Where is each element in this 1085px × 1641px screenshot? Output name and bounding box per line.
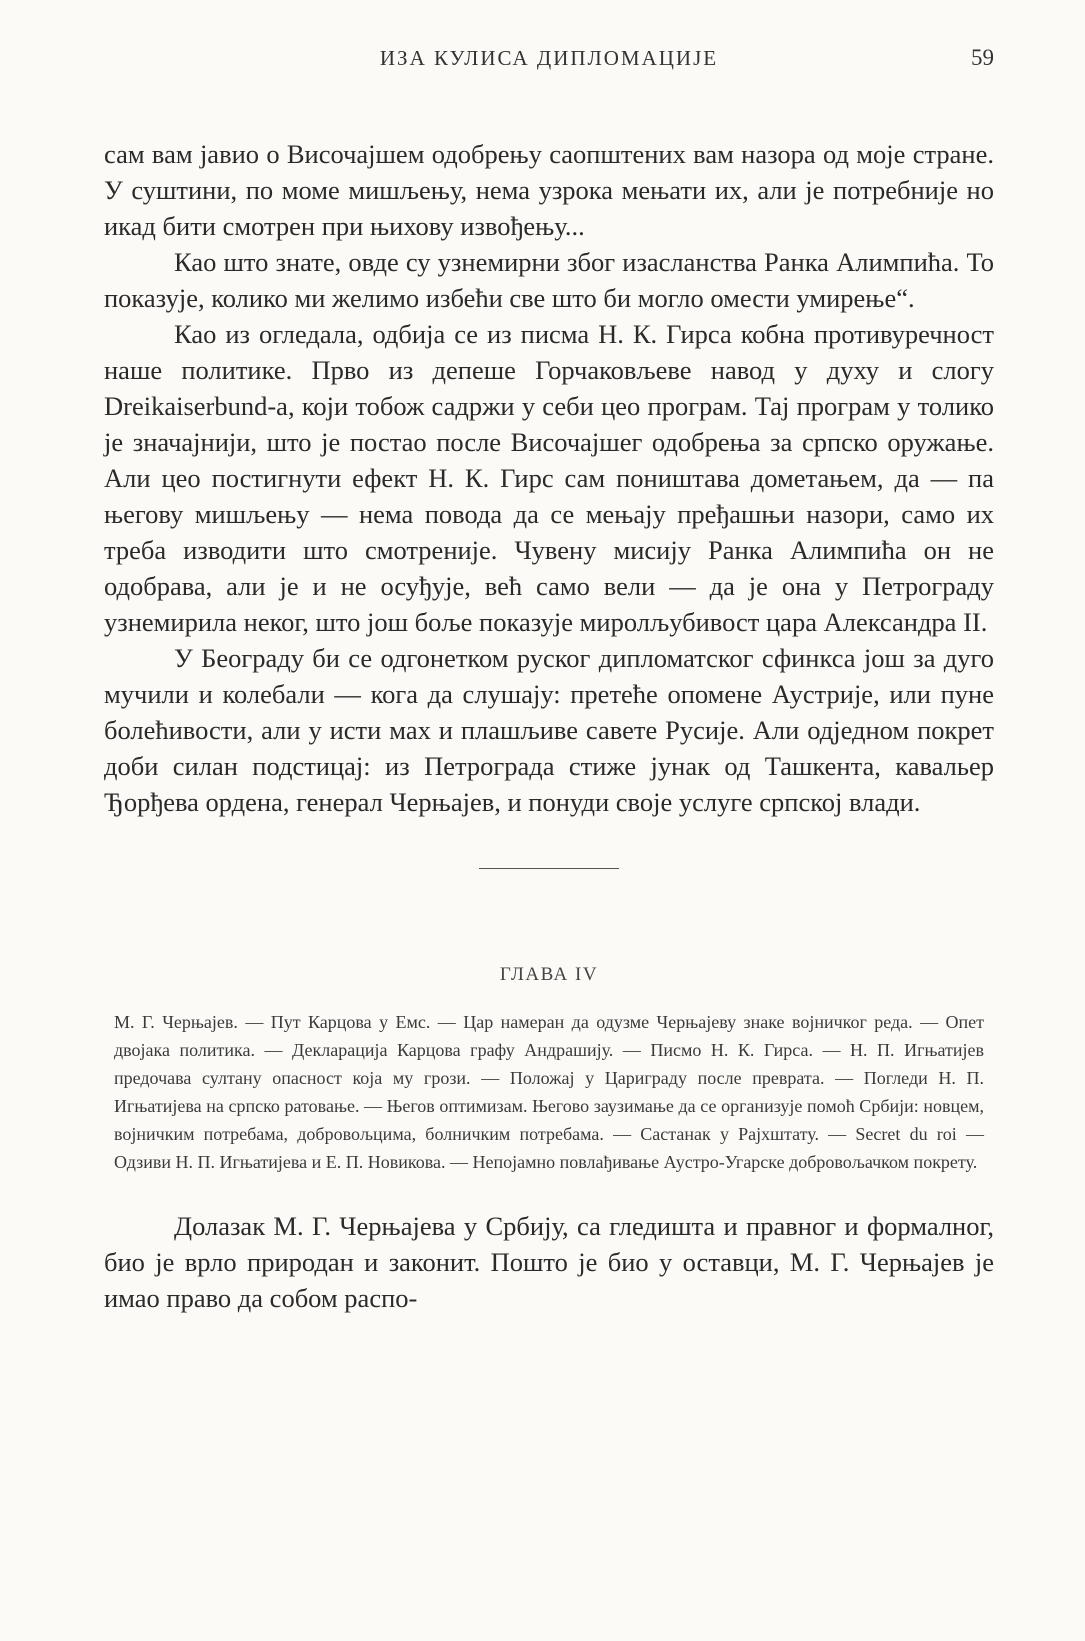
closing-text [104,1208,994,1316]
chapter-summary: М. Г. Черњајев. — Пут Карцова у Емс. — Цар намеран да одузме Черњајеву знаке војничког реда. — Опет двојака политика. — Декларација Карцова графу Андрашију. — Писмо Н. К. Гирса. — Н. П. Игњатијев предочава султану опасност која му грози. — Положај у Цариграду после преврата. — Погледи Н. П. Игњатијева на српско ратовање. — Његов оптимизам. Његово заузимање да се организује помоћ Србији: новцем, војничким потребама, добровољцима, болничким потребама. — Састанак у Рајхштату. — Secret du roi — Одзиви Н. П. Игњатијева и Е. П. Новикова. — Непојамно повлађивање Аустро-Угарске добровољачком покрету. [114,1012,984,1172]
page-number: 59 [971,45,994,70]
running-title: ИЗА КУЛИСА ДИПЛОМАЦИЈЕ [379,45,719,70]
page-content [104,38,994,1316]
running-header [104,38,994,78]
chapter-heading: ГЛАВА IV [499,964,599,985]
paragraph: Као из огледала, одбија се из писма Н. К. Гирса кобна противуречност наше политике. Прво из депеше Горчаковљеве навод у духу и слогу Dreikaiserbund-a, који тобож садржи у себи цео програм. Тај програм у толико је значајнији, што је постао после Височајшег одобрења за српско оружање. Али цео постигнути ефект Н. К. Гирс сам поништава дометањем, да — па његову мишљењу — нема повода да се мењају пређашњи назори, само их треба изводити што смотреније. Чувену мисију Ранка Алимпића он не одобрава, али је и не осуђује, већ само вели — да је она у Петрограду узнемирила неког, што још боље показује миролљубивост цара Александра II. [104,319,994,637]
section-divider [479,868,619,869]
paragraph: Долазак М. Г. Черњајева у Србију, са гледишта и правног и формалног, био је врло природан и законит. Пошто је био у оставци, М. Г. Черњајев је имао право да собом распо- [104,1211,994,1313]
paragraph: сам вам јавио о Височајшем одобрењу саопштених вам назора од моје стране. У суштини, по моме мишљењу, нема узрока мењати их, али је потребније но икад бити смотрен при њихову извођењу... [104,139,994,241]
paragraph: Као што знате, овде су узнемирни због изасланства Ранка Алимпића. То показује, колико ми желимо избећи све што би могло омести умирење“. [104,247,994,313]
paragraph: У Београду би се одгонетком руског дипломатског сфинкса још за дуго мучили и колебали — кога да слушају: претеће опомене Аустрије, или пуне болећивости, али у исти мах и плашљиве савете Русије. Али одједном покрет доби силан подстицај: из Петрограда стиже јунак од Ташкента, кавальер Ђорђева ордена, генерал Черњајев, и понуди своје услуге српској влади. [104,643,994,817]
body-text [104,136,994,820]
